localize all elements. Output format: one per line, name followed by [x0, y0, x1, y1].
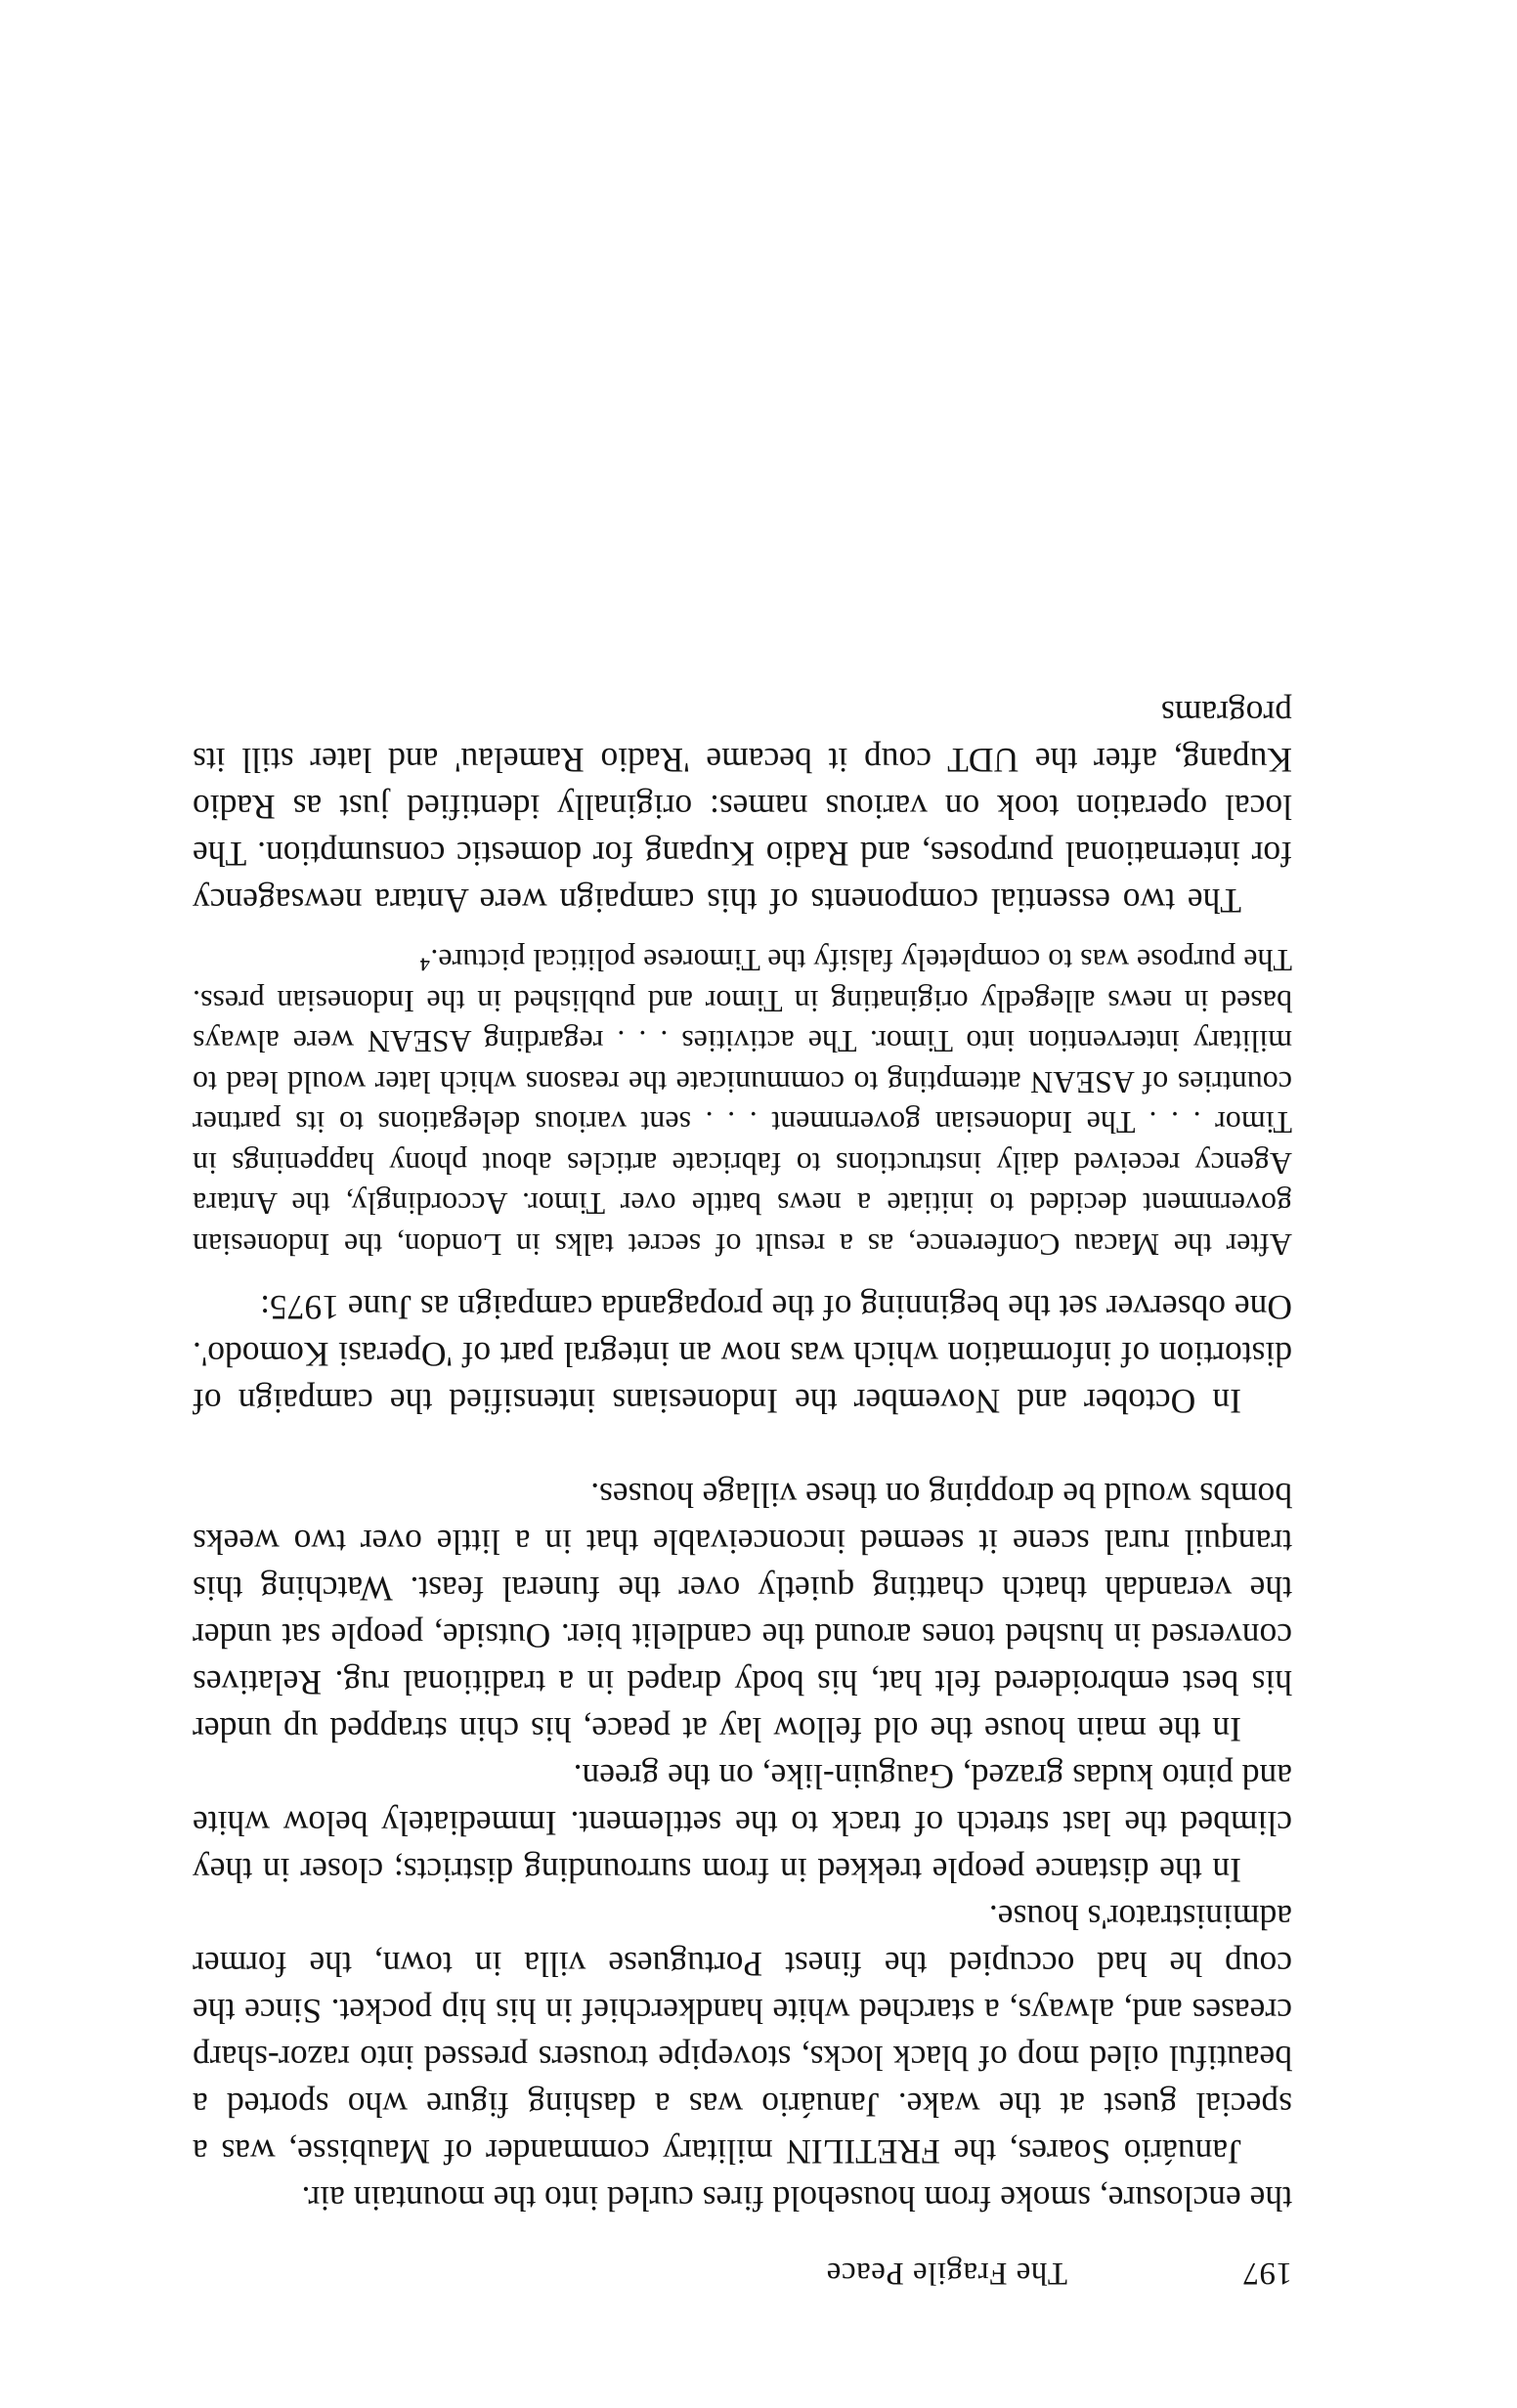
running-head: The Fragile Peace	[826, 2256, 1067, 2291]
page-header	[193, 2222, 1292, 2291]
paragraph-4: In the main house the old fellow lay at peace, his chin strapped up under his best embroidered felt hat, his body draped in a traditional rug. Relatives conversed in hushed tones around the candlelit bier. Outside, people sat under the verandah thatch chatting quietly over the funeral feast. Watching this tranquil rural scene it seemed inconceivable that in a little over two weeks bombs would be dropping on these village houses.	[193, 1476, 1292, 1749]
paragraph-2: Januário Soares, the FRETILIN military commander of Maubisse, was a special guest at the wake. Januário was a dashing figure who sported a beautiful oiled mop of black locks, stovepipe trousers pressed into razor-sharp creases and, always, a starched white handkerchief in his hip pocket. Since the coup he had occupied the finest Portuguese villa in town, the former administrator's house.	[193, 1898, 1292, 2172]
paragraph-5: In October and November the Indonesians intensified the campaign of distortion of information which was now an integral part of 'Operasi Komodo'. One observer set the beginning of the propaganda campaign as June 1975:	[193, 1288, 1292, 1421]
page-number: 197	[1242, 2256, 1292, 2291]
paragraph-6: The two essential components of this campaign were Antara newsagency for international purposes, and Radio Kupang for domestic consumption. The local operation took on various names: originally identified just as Radio Kupang, after the UDT coup it became 'Radio Ramelau' and later still its programs	[193, 694, 1292, 921]
block-quote: After the Macau Conference, as a result of secret talks in London, the Indonesian government decided to initiate a news battle over Timor. Accordingly, the Antara Agency received daily instructions to fabricate articles about phony happenings in Timor . . . The Indonesian government . . . sent various delegations to its partner countries of ASEAN attempting to communicate the reasons which later would lead to military intervention into Timor. The activities . . . regarding ASEAN were always based in news allegedly originating in Timor and published in the Indonesian press. The purpose was to completely falsify the Timorese political picture.⁴	[193, 943, 1292, 1263]
paragraph-3: In the distance people trekked in from surrounding districts; closer in they climbed the last stretch of track to the settlement. Immediately below white and pinto kudas grazed, Gauguin-like, on the green.	[193, 1757, 1292, 1890]
paragraph-1: the enclosure, smoke from household fires curled into the mountain air.	[301, 2179, 1292, 2218]
text-block	[193, 690, 1292, 2291]
